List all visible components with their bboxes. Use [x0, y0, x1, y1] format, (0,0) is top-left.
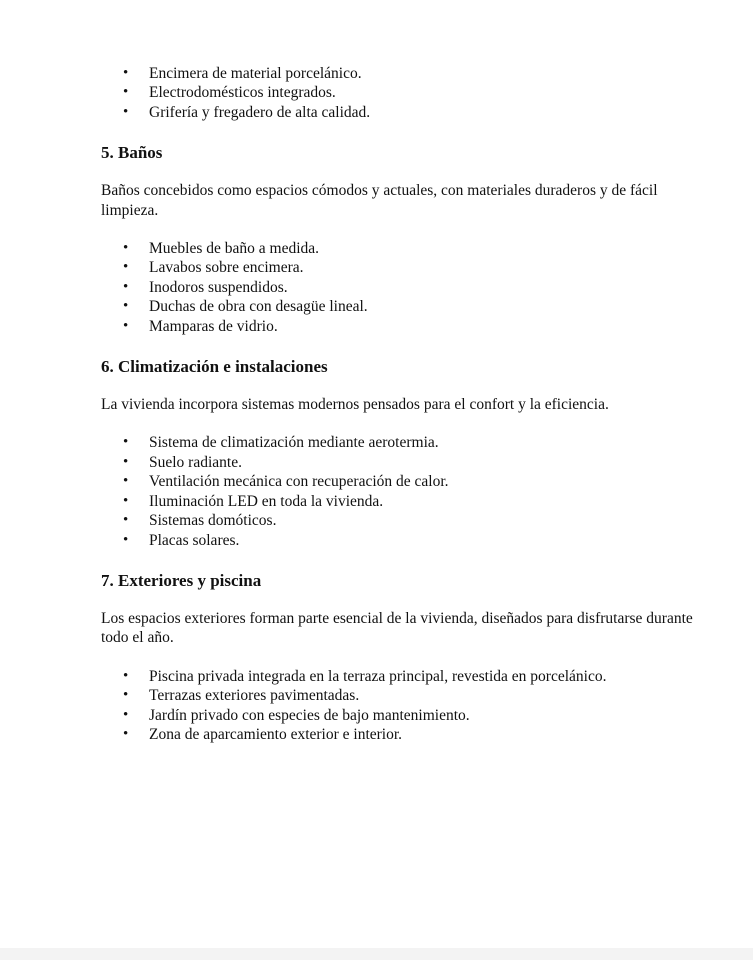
section-paragraph-banos: Baños concebidos como espacios cómodos y actuales, con materiales duraderos y de fácil limpieza. — [101, 182, 658, 219]
bullet-icon: • — [123, 667, 129, 684]
section-paragraph-climatizacion: La vivienda incorpora sistemas modernos pensados para el confort y la eficiencia. — [101, 396, 609, 414]
list-item: • Ventilación mecánica con recuperación de calor. — [123, 473, 449, 491]
bullet-icon: • — [123, 687, 129, 704]
list-item: • Sistema de climatización mediante aerotermia. — [123, 434, 439, 452]
bullet-icon: • — [123, 298, 129, 315]
section-paragraph-exteriores: Los espacios exteriores forman parte esencial de la vivienda, diseñados para disfrutarse durante todo el año. — [101, 609, 693, 647]
climatizacion-list — [101, 433, 701, 549]
list-item: • Suelo radiante. — [123, 453, 242, 471]
kitchen-list — [101, 64, 701, 122]
bullet-icon: • — [123, 512, 129, 529]
bullet-icon: • — [123, 278, 129, 295]
list-item: • Iluminación LED en toda la vivienda. — [123, 492, 384, 510]
bullet-icon: • — [123, 84, 129, 101]
list-item: • Duchas de obra con desagüe lineal. — [123, 298, 368, 316]
exteriores-list — [101, 667, 701, 745]
list-item: • Piscina privada integrada en la terraza principal, revestida en porcelánico. — [123, 667, 607, 685]
document-content — [101, 64, 701, 744]
list-item: • Placas solares. — [123, 531, 240, 549]
bullet-icon: • — [123, 259, 129, 276]
bullet-icon: • — [123, 725, 129, 742]
bullet-icon: • — [123, 531, 129, 548]
bullet-icon: • — [123, 317, 129, 334]
page-bottom-edge — [0, 948, 753, 960]
bullet-icon: • — [123, 473, 129, 490]
bullet-icon: • — [123, 434, 129, 451]
list-item: • Jardín privado con especies de bajo mantenimiento. — [123, 706, 470, 724]
section-heading-banos: 5. Baños — [101, 143, 163, 163]
list-item: • Zona de aparcamiento exterior e interior. — [123, 725, 403, 743]
list-item: • Grifería y fregadero de alta calidad. — [123, 103, 371, 121]
list-item: • Mamparas de vidrio. — [123, 317, 278, 335]
banos-list — [101, 239, 701, 336]
list-item: • Inodoros suspendidos. — [123, 278, 288, 296]
bullet-icon: • — [123, 706, 129, 723]
bullet-icon: • — [123, 103, 129, 120]
bullet-icon: • — [123, 453, 129, 470]
section-heading-exteriores: 7. Exteriores y piscina — [101, 570, 262, 590]
list-item: • Encimera de material porcelánico. — [123, 65, 362, 82]
list-item: • Electrodomésticos integrados. — [123, 84, 336, 102]
section-heading-climatizacion: 6. Climatización e instalaciones — [101, 357, 328, 377]
bullet-icon: • — [123, 240, 129, 257]
bullet-icon: • — [123, 65, 129, 81]
list-item: • Terrazas exteriores pavimentadas. — [123, 687, 360, 705]
bullet-icon: • — [123, 492, 129, 509]
list-item: • Lavabos sobre encimera. — [123, 259, 304, 277]
list-item: • Muebles de baño a medida. — [123, 240, 320, 258]
list-item: • Sistemas domóticos. — [123, 512, 277, 530]
